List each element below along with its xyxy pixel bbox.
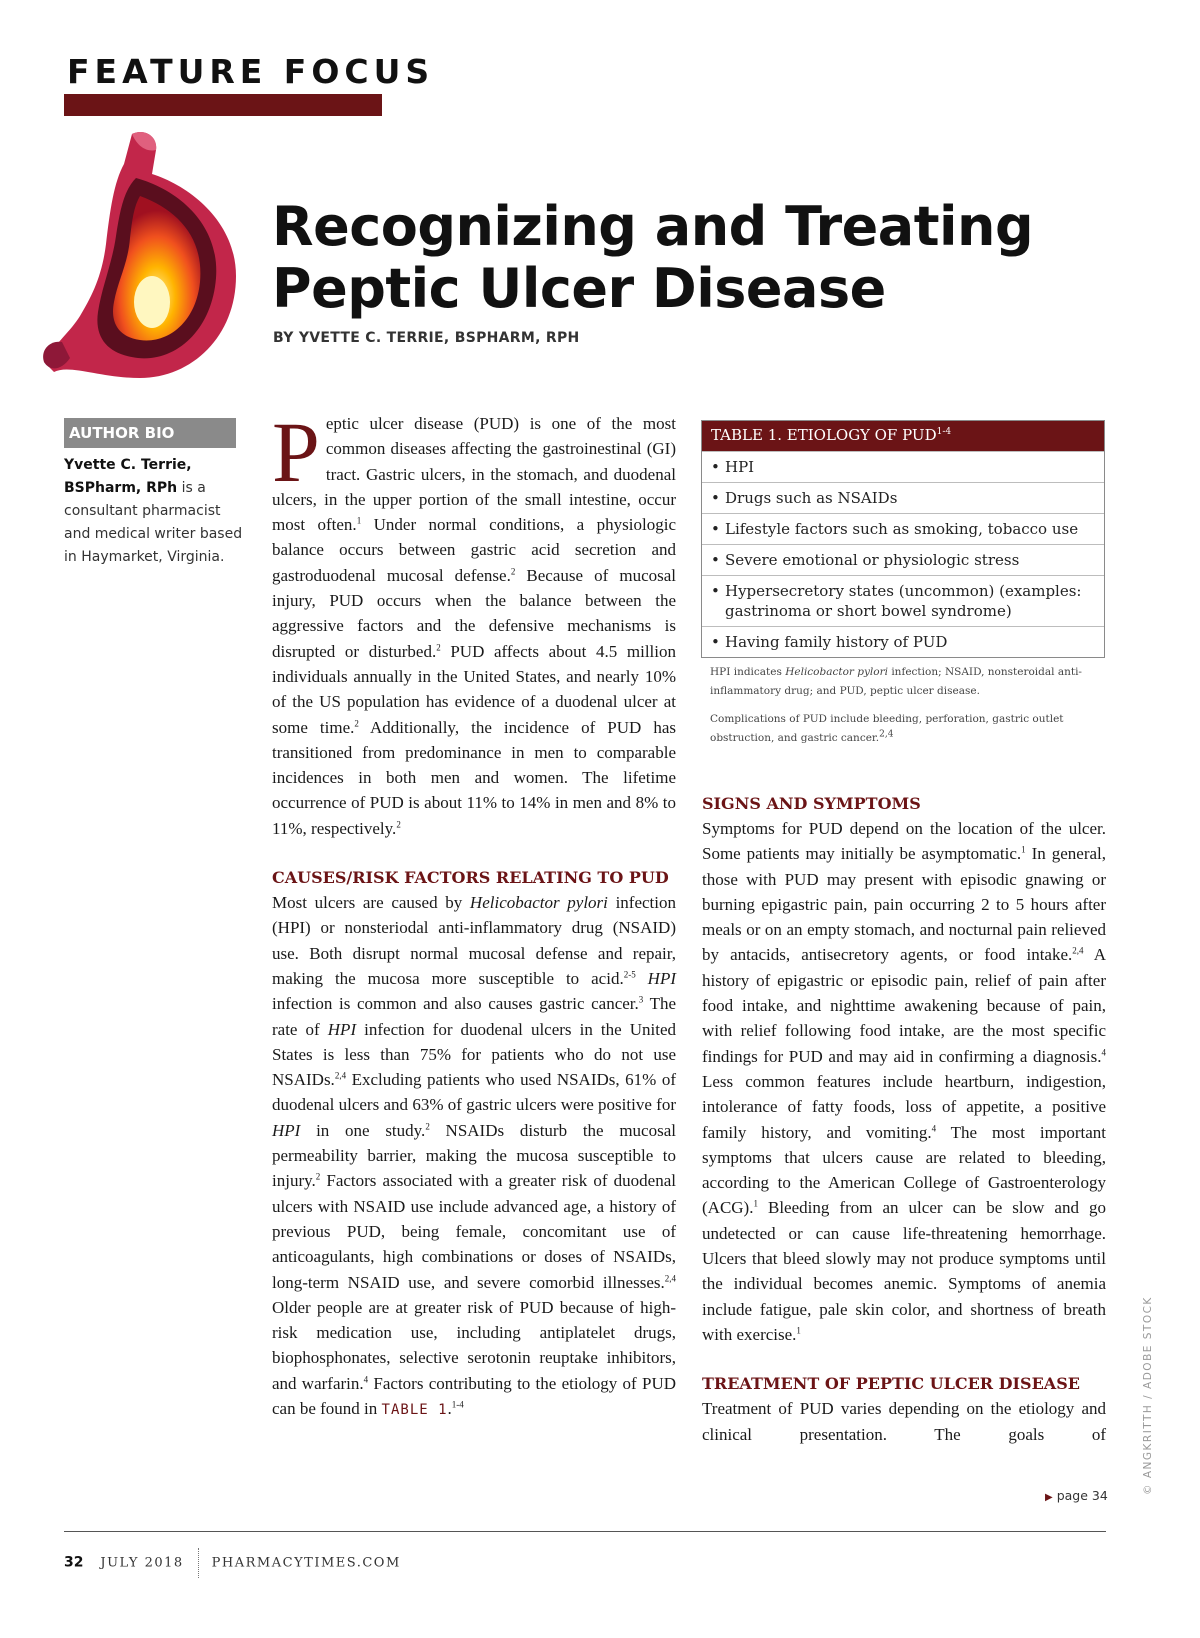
title-line-1: Recognizing and Treating: [272, 195, 1034, 258]
page-number: 32: [64, 1554, 84, 1571]
bullet-icon: •: [711, 489, 720, 507]
table-row: • Severe emotional or physiologic stress: [702, 544, 1104, 575]
footer-divider: [198, 1548, 200, 1578]
title-line-2: Peptic Ulcer Disease: [272, 257, 886, 320]
causes-paragraph: Most ulcers are caused by Helicobactor pylori infection (HPI) or nonsteriodal anti-inflammatory drug (NSAID) use. Both disrupt normal mucosal defense and repair, making the mucosa more susceptible to acid.$^{2-5}$ HPI infection is common and also causes gastric cancer.$^3$ The rate of HPI infection for duodenal ulcers in the United States is less than 75% for patients who do not use NSAIDs.$^{2,4}$ Excluding patients who used NSAIDs, 61% of duodenal ulcers and 63% of gastric ulcers were positive for HPI in one study.$^2$ NSAIDs disturb the mucosal permeability barrier, making the mucosa susceptible to injury.$^2$ Factors associated with a greater risk of duodenal ulcers with NSAID use include advanced age, a history of previous PUD, being female, concomitant use of anticoagulants, high combinations or doses of NSAIDs, long-term NSAID use, and severe comorbid illnesses.$^{2,4}$ Older people are at greater risk of PUD because of high-risk medication use, including antiplatelet drugs, biophosphonates, selective serotonin reuptake inhibitors, and warfarin.$^4$ Factors contributing to the etiology of PUD can be found in TABLE 1.$^{1-4}$: [272, 893, 676, 1418]
site-link[interactable]: PHARMACYTIMES.COM: [211, 1555, 401, 1571]
table-footnote-complications: Complications of PUD include bleeding, perforation, gastric outlet obstruction, and gastric cancer.$^{2,4}$: [710, 713, 1064, 744]
photo-credit: © ANGKRITTH / ADOBE STOCK: [1142, 1296, 1154, 1495]
bullet-icon: •: [711, 458, 720, 476]
treatment-paragraph: Treatment of PUD varies depending on the etiology and clinical presentation. The goals of: [702, 1399, 1106, 1444]
author-bio-text: [64, 454, 244, 569]
subhead-causes: CAUSES/RISK FACTORS RELATING TO PUD: [272, 868, 669, 888]
section-bar: [64, 94, 382, 116]
article-column-2: [702, 791, 1106, 1447]
table-row: • Lifestyle factors such as smoking, tobacco use: [702, 513, 1104, 544]
author-bio-heading: AUTHOR BIO: [64, 418, 236, 448]
table-1-link[interactable]: TABLE 1: [381, 1401, 448, 1418]
intro-paragraph: Peptic ulcer disease (PUD) is one of the most common diseases affecting the gastroinestinal (GI) tract. Gastric ulcers, in the stomach, and duodenal ulcers, in the upper portion of the small intestine, occur most often.$^1$ Under normal conditions, a physiologic balance occurs between gastric acid secretion and gastroduodenal mucosal defense.$^2$ Because of mucosal injury, PUD occurs when the balance between the aggressive factors and the defensive mechanisms is disrupted or disturbed.$^2$ PUD affects about 4.5 million individuals annually in the United States, and nearly 10% of the US population has evidence of a duodenal ulcer at some time.$^2$ Additionally, the incidence of PUD has transitioned from predominance in men to comparable incidences in both men and women. The lifetime occurrence of PUD is about 11% to 14% in men and 8% to 11%, respectively.$^2$: [272, 404, 676, 838]
footer-rule: [64, 1531, 1106, 1532]
table-etiology: [701, 420, 1105, 658]
drop-cap: P: [272, 404, 320, 500]
continued-link[interactable]: ▶ page 34: [1045, 1488, 1108, 1503]
issue-date: JULY 2018: [100, 1555, 184, 1571]
article-column-1: [272, 404, 676, 1423]
symptoms-paragraph: Symptoms for PUD depend on the location of the ulcer. Some patients may initially be asymptomatic.$^1$ In general, those with PUD may present with episodic gnawing or burning epigastric pain, pain occurring 2 to 5 hours after meals or on an empty stomach, and nocturnal pain relieved by antacids, antisecretory agents, or food intake.$^{2,4}$ A history of epigastric or episodic pain, relief of pain after food intake, and nighttime awakening because of pain, with relief following food intake, are the most specific findings for PUD and may aid in confirming a diagnosis.$^4$ Less common features include heartburn, indigestion, intolerance of fatty foods, loss of appetite, a positive family history, and vomiting.$^4$ The most important symptoms that ulcers cause are related to bleeding, according to the American College of Gastroenterology (ACG).$^1$ Bleeding from an ulcer can be slow and go undetected or can cause life-threatening hemorrhage. Ulcers that bleed slowly may not produce symptoms until the individual becomes anemic. Symptoms of anemia include fatigue, pale skin color, and shortness of breath with exercise.$^1$: [702, 819, 1107, 1344]
table-title: TABLE 1. ETIOLOGY OF PUD$^{1-4}$: [702, 421, 1104, 451]
bullet-icon: •: [711, 520, 720, 538]
bullet-icon: •: [711, 582, 720, 600]
table-footnote-abbreviations: HPI indicates Helicobactor pylori infection; NSAID, nonsteroidal anti-inflammatory drug; and PUD, peptic ulcer disease.: [710, 666, 1082, 697]
article-title: [272, 196, 1033, 320]
page-footer: [64, 1548, 401, 1578]
stomach-illustration: [40, 126, 250, 396]
triangle-right-icon: ▶: [1045, 1492, 1053, 1503]
section-label: FEATURE FOCUS: [67, 52, 435, 91]
author-name: Yvette C. Terrie, BSPharm, RPh: [64, 457, 192, 496]
byline: BY YVETTE C. TERRIE, BSPHARM, RPH: [273, 330, 580, 346]
table-row: • Having family history of PUD: [702, 626, 1104, 657]
author-bio-body: is a consultant pharmacist and medical writer based in Haymarket, Virginia.: [64, 480, 243, 565]
table-row: • HPI: [702, 451, 1104, 482]
subhead-signs-symptoms: SIGNS AND SYMPTOMS: [702, 794, 921, 813]
bullet-icon: •: [711, 551, 720, 569]
subhead-treatment: TREATMENT OF PEPTIC ULCER DISEASE: [702, 1374, 1080, 1394]
table-row: • Hypersecretory states (uncommon) (examples: gastrinoma or short bowel syndrome): [702, 575, 1104, 626]
table-row: • Drugs such as NSAIDs: [702, 482, 1104, 513]
bullet-icon: •: [711, 633, 720, 651]
